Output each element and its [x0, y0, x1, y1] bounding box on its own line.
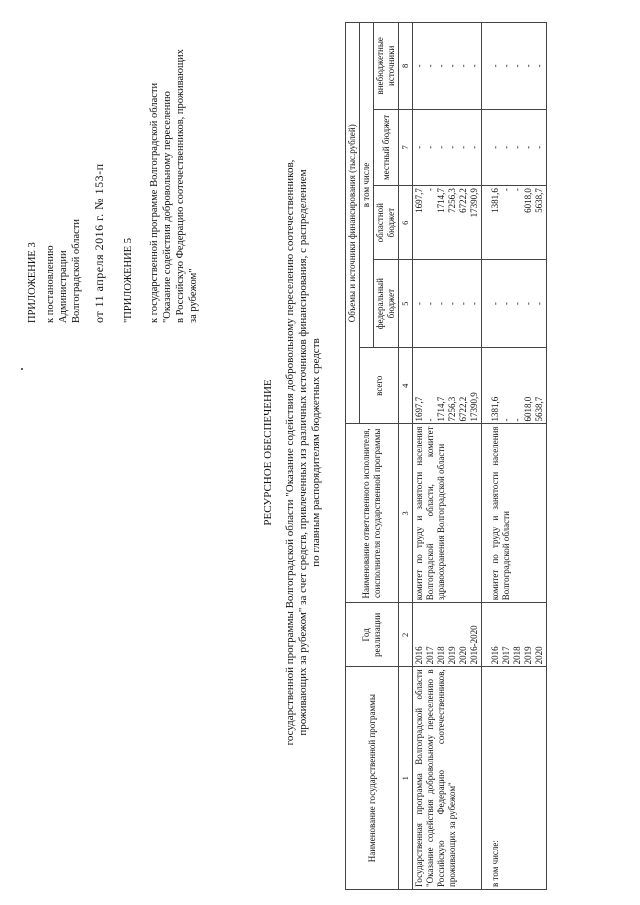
- total-value: -: [501, 418, 511, 422]
- extrabudget-cell: [482, 23, 547, 110]
- program-ref-3: в Российскую Федерацию соотечественников, проживающих: [175, 49, 186, 323]
- federal-cell: [482, 260, 547, 348]
- col-number: 8: [399, 23, 413, 110]
- table-row-including: [482, 23, 547, 890]
- table-row-program: [413, 23, 482, 890]
- decree-line-2: Администрации: [58, 250, 69, 323]
- regional-value: 6018,0: [523, 188, 533, 213]
- document-subtitle-1: государственной программы Волгоградской области "Оказание содействия добровольному переселению соотечественников,: [284, 159, 296, 746]
- total-value: 1697,7: [414, 396, 424, 422]
- regional-value: 1714,7: [436, 188, 446, 213]
- local-value: -: [414, 145, 424, 149]
- col-federal: федеральный бюджет: [374, 260, 399, 348]
- federal-value: -: [458, 302, 468, 306]
- extrabudget-value: -: [458, 64, 468, 68]
- extrabudget-value: -: [447, 64, 457, 68]
- executor-cell: комитет по труду и занятости населения Волгоградской области, комитет здравоохранения Волгоградской области: [413, 424, 482, 603]
- local-value: -: [436, 145, 446, 149]
- year-value: 2019: [523, 646, 533, 665]
- total-value: 7256,3: [447, 396, 457, 422]
- federal-value: -: [501, 302, 511, 306]
- regional-cell: [482, 186, 547, 260]
- col-funding-group: Объемы и источники финансирования (тыс.рублей): [346, 23, 360, 424]
- program-name-cell: Государственная программа Волгоградской области "Оказание содействия добровольному переселению в Российскую Федерацию соотечественников, проживающих за рубежом": [413, 667, 482, 890]
- total-value: 6722,2: [458, 396, 468, 422]
- federal-value: -: [534, 302, 544, 306]
- year-value: 2016: [490, 646, 500, 665]
- col-executor: Наименование ответственного исполнителя, соисполнителя государственной программы: [346, 424, 399, 603]
- including-label: в том числе:: [482, 667, 547, 890]
- total-cell: [413, 348, 482, 424]
- federal-value: -: [436, 302, 446, 306]
- col-including: в том числе: [360, 23, 374, 348]
- federal-value: -: [512, 302, 522, 306]
- col-extrabudget: внебюджетные источники: [374, 23, 399, 110]
- year-value: 2016: [414, 646, 424, 665]
- col-local: местный бюджет: [374, 109, 399, 185]
- years-cell: [413, 603, 482, 667]
- year-value: 2018: [436, 646, 446, 665]
- extrabudget-value: -: [425, 64, 435, 68]
- col-year: Год реализации: [346, 603, 399, 667]
- col-regional: областной бюджет: [374, 186, 399, 260]
- col-number: 6: [399, 186, 413, 260]
- program-ref-2: "Оказание содействия добровольному переселению: [162, 91, 173, 323]
- total-value: 5638,7: [534, 396, 544, 422]
- col-total: всего: [360, 348, 399, 424]
- program-ref-4: за рубежом": [188, 268, 199, 323]
- federal-cell: [413, 260, 482, 348]
- federal-value: -: [523, 302, 533, 306]
- regional-value: 17390,9: [469, 188, 479, 218]
- total-value: 17390,9: [469, 392, 479, 422]
- document-title: РЕСУРСНОЕ ОБЕСПЕЧЕНИЕ: [262, 379, 274, 526]
- year-value: 2019: [447, 646, 457, 665]
- total-value: -: [425, 418, 435, 422]
- local-value: -: [501, 145, 511, 149]
- col-number: 2: [399, 603, 413, 667]
- federal-value: -: [425, 302, 435, 306]
- col-number: 7: [399, 109, 413, 185]
- local-cell: [413, 109, 482, 185]
- local-value: -: [458, 145, 468, 149]
- appendix-5-label: "ПРИЛОЖЕНИЕ 5: [123, 237, 134, 323]
- extrabudget-value: -: [512, 64, 522, 68]
- total-value: -: [512, 418, 522, 422]
- extrabudget-value: -: [414, 64, 424, 68]
- document-subtitle-3: по главным распорядителям бюджетных средств: [310, 338, 322, 567]
- local-value: -: [469, 145, 479, 149]
- appendix-label: ПРИЛОЖЕНИЕ 3: [27, 242, 38, 323]
- regional-value: 1697,7: [414, 188, 424, 213]
- federal-value: -: [447, 302, 457, 306]
- extrabudget-value: -: [490, 64, 500, 68]
- year-value: 2017: [425, 646, 435, 665]
- col-number: 3: [399, 424, 413, 603]
- year-value: 2018: [512, 646, 522, 665]
- document-subtitle-2: проживающих за рубежом" за счет средств, привлеченных из различных источников финансирования, с распределением: [297, 169, 309, 736]
- total-value: 6018,0: [523, 396, 533, 422]
- regional-value: 1381,6: [490, 188, 500, 213]
- extrabudget-value: -: [436, 64, 446, 68]
- extrabudget-value: -: [523, 64, 533, 68]
- extrabudget-value: -: [501, 64, 511, 68]
- resource-table: [345, 22, 547, 890]
- local-value: -: [425, 145, 435, 149]
- col-number: 5: [399, 260, 413, 348]
- decree-date: от 11 апреля 2016 г. № 153-п: [92, 163, 106, 323]
- federal-value: -: [414, 302, 424, 306]
- year-value: 2016-2020: [469, 625, 479, 665]
- col-program-name: Наименование государственной программы: [346, 667, 399, 890]
- program-ref-1: к государственной программе Волгоградской области: [149, 82, 160, 323]
- decree-line-1: к постановлению: [45, 245, 56, 323]
- local-value: -: [512, 145, 522, 149]
- year-value: 2017: [501, 646, 511, 665]
- decree-line-3: Волгоградской области: [71, 218, 82, 323]
- total-cell: [482, 348, 547, 424]
- local-value: -: [523, 145, 533, 149]
- years-cell: [482, 603, 547, 667]
- regional-value: 7256,3: [447, 188, 457, 213]
- year-value: 2020: [534, 646, 544, 665]
- regional-value: -: [512, 188, 522, 192]
- year-value: 2020: [458, 646, 468, 665]
- regional-value: 6722,2: [458, 188, 468, 213]
- extrabudget-cell: [413, 23, 482, 110]
- extrabudget-value: -: [469, 64, 479, 68]
- regional-value: 5638,7: [534, 188, 544, 213]
- local-value: -: [447, 145, 457, 149]
- regional-cell: [413, 186, 482, 260]
- col-number: 1: [399, 667, 413, 890]
- federal-value: -: [490, 302, 500, 306]
- local-cell: [482, 109, 547, 185]
- federal-value: -: [469, 302, 479, 306]
- extrabudget-value: -: [534, 64, 544, 68]
- local-value: -: [534, 145, 544, 149]
- local-value: -: [490, 145, 500, 149]
- regional-value: -: [501, 188, 511, 192]
- total-value: 1381,6: [490, 396, 500, 422]
- regional-value: -: [425, 188, 435, 192]
- executor-cell: комитет по труду и занятости населения Волгоградской области: [482, 424, 547, 603]
- total-value: 1714,7: [436, 396, 446, 422]
- col-number: 4: [399, 348, 413, 424]
